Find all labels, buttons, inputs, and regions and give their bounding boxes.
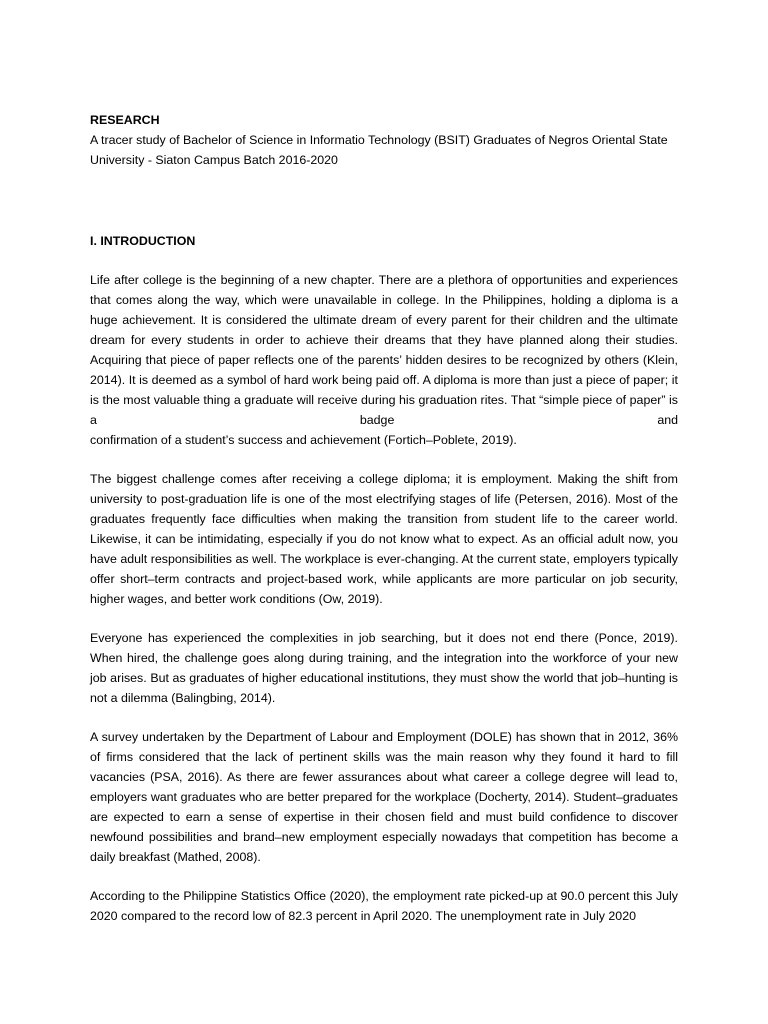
paragraph-1-tail: confirmation of a student’s success and achievement (Fortich–Poblete, 2019). (90, 433, 517, 447)
document-title: A tracer study of Bachelor of Science in Informatio Technology (BSIT) Graduates of Negros Oriental State University - Siaton Campus Batch 2016-2020 (90, 133, 668, 167)
paragraph-3: Everyone has experienced the complexities in job searching, but it does not end there (Ponce, 2019). When hired, the challenge goes along during training, and the integration into the workforce of your new job arises. But as graduates of higher educational institutions, they must show the world that job–hunting is not a dilemma (Balingbing, 2014). (90, 631, 678, 705)
paragraph-2: The biggest challenge comes after receiving a college diploma; it is employment. Making the shift from university to post-graduation life is one of the most electrifying stages of life (Petersen, 2016). Most of the graduates frequently face difficulties when making the transition from student life to the career world. Likewise, it can be intimidating, especially if you do not know what to expect. As an official adult now, you have adult responsibilities as well. The workplace is ever-changing. At the current state, employers typically offer short–term contracts and project-based work, while applicants are more particular on job security, higher wages, and better work conditions (Ow, 2019). (90, 472, 678, 606)
research-label: RESEARCH (90, 113, 160, 127)
document-body (90, 110, 678, 926)
paragraph-4: A survey undertaken by the Department of Labour and Employment (DOLE) has shown that in 2012, 36% of firms considered that the lack of pertinent skills was the main reason why they found it hard to fill vacancies (PSA, 2016). As there are fewer assurances about what career a college degree will lead to, employers want graduates who are better prepared for the workplace (Docherty, 2014). Student–graduates are expected to earn a sense of expertise in their chosen field and must build confidence to discover newfound possibilities and brand–new employment especially nowadays that competition has become a daily breakfast (Mathed, 2008). (90, 730, 678, 864)
section-heading-introduction: I. INTRODUCTION (90, 234, 196, 248)
paragraph-1 (90, 270, 678, 450)
paragraph-1-body: Life after college is the beginning of a new chapter. There are a plethora of opportunities and experiences that comes along the way, which were unavailable in college. In the Philippines, holding a diploma is a huge achievement. It is considered the ultimate dream of every parent for their children and the ultimate dream for every students in order to achieve their dreams that they have planned along their studies. Acquiring that piece of paper reflects one of the parents’ hidden desires to be recognized by others (Klein, 2014). It is deemed as a symbol of hard work being paid off. A diploma is more than just a piece of paper; it is the most valuable thing a graduate will receive during his graduation rites. That “simple piece of paper” is a badge and (90, 273, 678, 427)
paragraph-5: According to the Philippine Statistics Office (2020), the employment rate picked-up at 90.0 percent this July 2020 compared to the record low of 82.3 percent in April 2020. The unemployment rate in July 2020 (90, 889, 678, 923)
